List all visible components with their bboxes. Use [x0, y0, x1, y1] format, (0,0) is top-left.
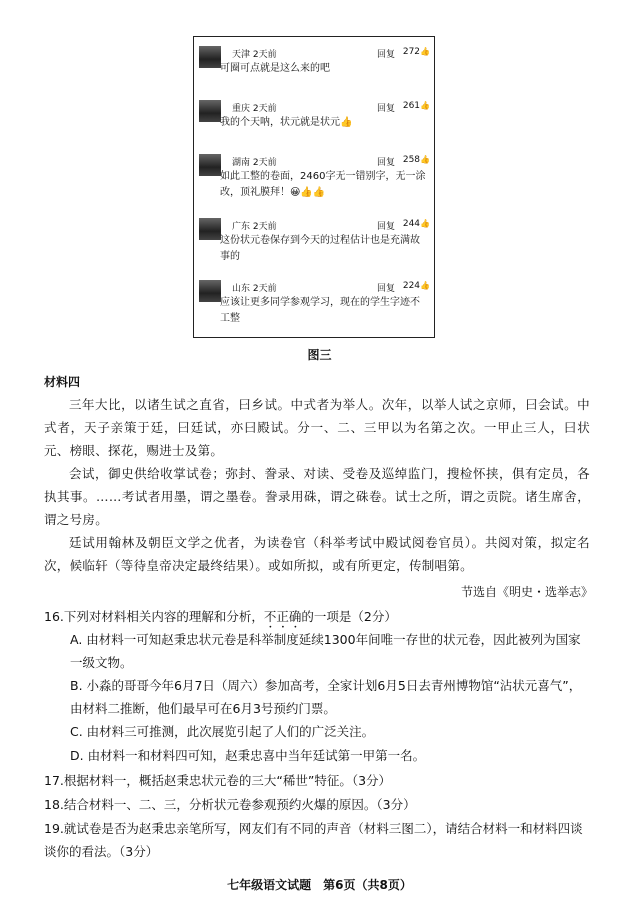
avatar: [199, 218, 221, 240]
question-18: 18.结合材料一、二、三，分析状元卷参观预约火爆的原因。（3分）: [44, 797, 416, 812]
option-c: C. 由材料三可推测，此次展览引起了人们的广泛关注。: [70, 724, 375, 739]
avatar: [199, 280, 221, 302]
comment-text: 可圈可点就是这么来的吧: [220, 63, 330, 74]
option-b: B. 小淼的哥哥今年6月7日（周六）参加高考，全家计划6月5日去青州博物馆“沾状元喜气”，由材料二推断，他们最早可在6月3号预约门票。: [70, 678, 582, 716]
comment-user: 广东: [232, 222, 251, 232]
like-count[interactable]: 272👍: [402, 47, 430, 57]
comment-item: [194, 99, 434, 155]
like-count[interactable]: 258👍: [402, 155, 430, 165]
like-count[interactable]: 224👍: [402, 281, 430, 291]
like-count[interactable]: 261👍: [402, 101, 430, 111]
reply-button[interactable]: 回复: [377, 50, 396, 60]
comment-time: 2天前: [252, 222, 277, 232]
thumbs-up-icon: 👍: [420, 281, 430, 290]
comment-time: 2天前: [252, 104, 277, 114]
comment-time: 2天前: [252, 50, 277, 60]
like-count[interactable]: 244👍: [402, 219, 430, 229]
comment-text: 我的个天呐，状元就是状元👍: [220, 117, 353, 128]
avatar: [199, 154, 221, 176]
thumbs-up-icon: 👍: [420, 155, 430, 164]
material-paragraph: 廷试用翰林及朝臣文学之优者，为读卷官（科举考试中殿试阅卷官员）。共阅对策，拟定名次，候临轩（等待皇帝决定最终结果）。或如所拟，或有所更定，传制唱第。: [44, 535, 590, 573]
comment-time: 2天前: [252, 158, 277, 168]
reply-button[interactable]: 回复: [377, 222, 396, 232]
source-citation: 节选自《明史・选举志》: [460, 585, 593, 599]
emphasized-text: 不正确: [263, 609, 302, 624]
page-footer: 七年级语文试题 第6页（共8页）: [227, 878, 412, 892]
comment-text: 应该让更多同学参观学习，现在的学生字迹不工整: [220, 297, 420, 324]
thumbs-up-icon: 👍: [420, 47, 430, 56]
thumbs-up-icon: 👍: [420, 219, 430, 228]
comment-item: [194, 153, 434, 209]
figure-caption: 图三: [307, 348, 332, 362]
comment-item: [194, 279, 434, 335]
option-a: A. 由材料一可知赵秉忠状元卷是科举制度延续1300年间唯一存世的状元卷，因此被列为国家一级文物。: [70, 632, 581, 670]
comment-user: 湖南: [232, 158, 251, 168]
comment-item: [194, 217, 434, 273]
comment-text: 这份状元卷保存到今天的过程估计也是充满故事的: [220, 235, 420, 262]
comments-figure: [193, 36, 435, 338]
avatar: [199, 46, 221, 68]
option-d: D. 由材料一和材料四可知，赵秉忠喜中当年廷试第一甲第一名。: [70, 748, 426, 763]
material-heading: 材料四: [44, 375, 81, 389]
reply-button[interactable]: 回复: [377, 104, 396, 114]
comment-user: 山东: [232, 284, 251, 294]
material-paragraph: 会试，御史供给收掌试卷；弥封、誊录、对读、受卷及巡绰监门，搜检怀挟，俱有定员，各执其事。……考试者用墨，谓之墨卷。誊录用硃，谓之硃卷。试士之所，谓之贡院。诸生席舍，谓之号房。: [44, 466, 590, 527]
reply-button[interactable]: 回复: [377, 284, 396, 294]
question-19: 19.就试卷是否为赵秉忠亲笔所写，网友们有不同的声音（材料三图二），请结合材料一和材料四谈谈你的看法。（3分）: [44, 821, 583, 859]
comment-time: 2天前: [252, 284, 277, 294]
question-17: 17.根据材料一，概括赵秉忠状元卷的三大“稀世”特征。（3分）: [44, 773, 392, 788]
reply-button[interactable]: 回复: [377, 158, 396, 168]
comment-user: 天津: [232, 50, 251, 60]
material-paragraph: 三年大比，以诸生试之直省，曰乡试。中式者为举人。次年，以举人试之京师，曰会试。中式者，天子亲策于廷，曰廷试，亦曰殿试。分一、二、三甲以为名第之次。一甲止三人，曰状元、榜眼、探花，赐进士及第。: [44, 397, 590, 458]
thumbs-up-icon: 👍: [420, 101, 430, 110]
comment-user: 重庆: [232, 104, 251, 114]
avatar: [199, 100, 221, 122]
question-16: 16.下列对材料相关内容的理解和分析，不正确的一项是（2分）: [44, 609, 397, 624]
comment-text: 如此工整的卷面，2460字无一错别字，无一涂改，顶礼膜拜！😀👍👍: [220, 171, 426, 198]
comment-item: [194, 45, 434, 101]
